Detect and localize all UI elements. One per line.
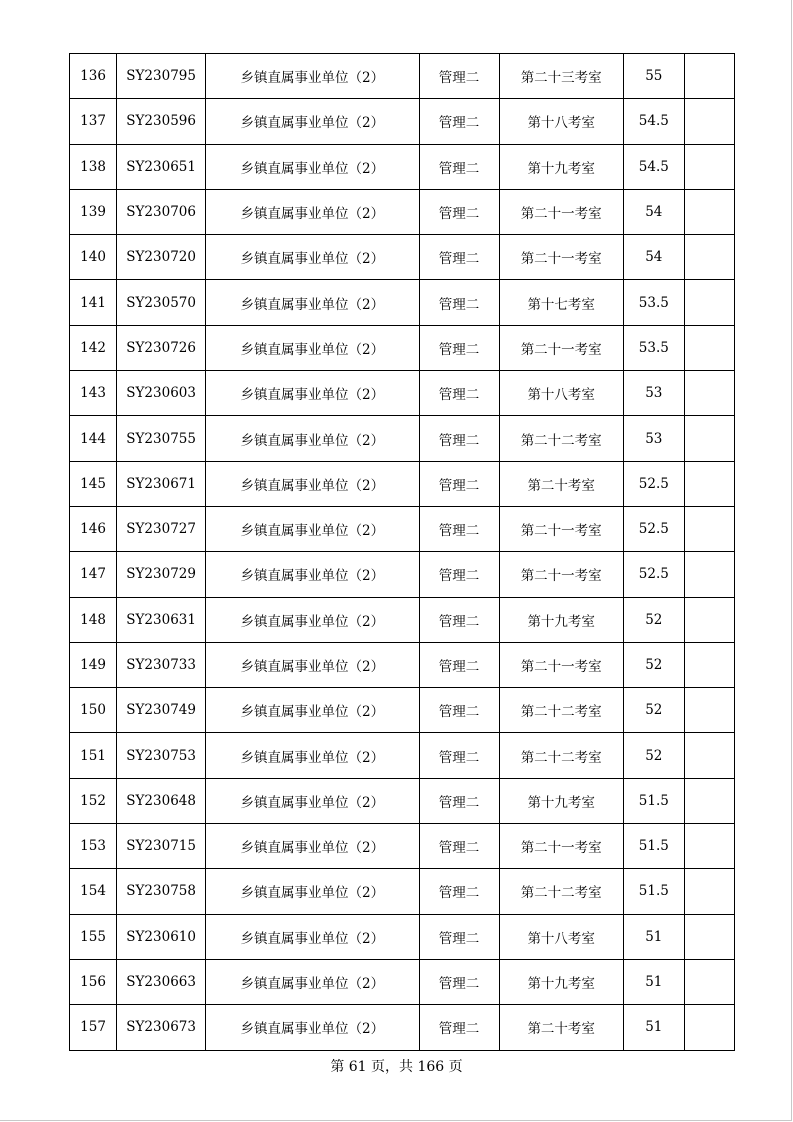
position-cell: 管理二 — [419, 235, 499, 280]
page-footer: 第 61 页，共 166 页 — [330, 1059, 463, 1075]
candidate-id-cell: SY230726 — [117, 325, 206, 370]
candidate-id-cell: SY230755 — [117, 416, 206, 461]
candidate-id-cell: SY230706 — [117, 189, 206, 234]
score-cell: 53 — [623, 371, 684, 416]
row-number-cell: 146 — [70, 506, 117, 551]
position-cell: 管理二 — [419, 597, 499, 642]
remark-cell — [684, 506, 734, 551]
table-row — [70, 189, 735, 234]
table-row — [70, 54, 735, 99]
unit-cell: 乡镇直属事业单位（2） — [206, 506, 419, 551]
exam-room-cell: 第二十一考室 — [499, 552, 623, 597]
table-row — [70, 506, 735, 551]
unit-cell: 乡镇直属事业单位（2） — [206, 778, 419, 823]
exam-room-cell: 第二十考室 — [499, 1005, 623, 1050]
remark-cell — [684, 189, 734, 234]
exam-room-cell: 第二十三考室 — [499, 54, 623, 99]
remark-cell — [684, 778, 734, 823]
score-cell: 52 — [623, 733, 684, 778]
table-row — [70, 688, 735, 733]
remark-cell — [684, 552, 734, 597]
exam-room-cell: 第二十一考室 — [499, 506, 623, 551]
row-number-cell: 149 — [70, 642, 117, 687]
score-cell: 51 — [623, 914, 684, 959]
position-cell: 管理二 — [419, 144, 499, 189]
candidate-id-cell: SY230729 — [117, 552, 206, 597]
position-cell: 管理二 — [419, 869, 499, 914]
candidate-id-cell: SY230663 — [117, 959, 206, 1004]
unit-cell: 乡镇直属事业单位（2） — [206, 688, 419, 733]
row-number-cell: 140 — [70, 235, 117, 280]
remark-cell — [684, 959, 734, 1004]
remark-cell — [684, 824, 734, 869]
candidate-id-cell: SY230758 — [117, 869, 206, 914]
table-row — [70, 959, 735, 1004]
table-row — [70, 778, 735, 823]
unit-cell: 乡镇直属事业单位（2） — [206, 416, 419, 461]
remark-cell — [684, 325, 734, 370]
score-cell: 53 — [623, 416, 684, 461]
row-number-cell: 154 — [70, 869, 117, 914]
score-cell: 54 — [623, 189, 684, 234]
position-cell: 管理二 — [419, 914, 499, 959]
candidate-id-cell: SY230673 — [117, 1005, 206, 1050]
position-cell: 管理二 — [419, 778, 499, 823]
unit-cell: 乡镇直属事业单位（2） — [206, 959, 419, 1004]
unit-cell: 乡镇直属事业单位（2） — [206, 914, 419, 959]
score-cell: 52.5 — [623, 461, 684, 506]
remark-cell — [684, 371, 734, 416]
table-row — [70, 416, 735, 461]
row-number-cell: 141 — [70, 280, 117, 325]
remark-cell — [684, 642, 734, 687]
score-cell: 54 — [623, 235, 684, 280]
unit-cell: 乡镇直属事业单位（2） — [206, 461, 419, 506]
position-cell: 管理二 — [419, 506, 499, 551]
score-cell: 53.5 — [623, 280, 684, 325]
candidate-id-cell: SY230715 — [117, 824, 206, 869]
row-number-cell: 144 — [70, 416, 117, 461]
exam-room-cell: 第二十一考室 — [499, 824, 623, 869]
exam-room-cell: 第十九考室 — [499, 144, 623, 189]
results-table — [69, 53, 735, 1051]
remark-cell — [684, 914, 734, 959]
unit-cell: 乡镇直属事业单位（2） — [206, 325, 419, 370]
row-number-cell: 148 — [70, 597, 117, 642]
table-row — [70, 144, 735, 189]
position-cell: 管理二 — [419, 99, 499, 144]
position-cell: 管理二 — [419, 416, 499, 461]
score-cell: 52 — [623, 597, 684, 642]
position-cell: 管理二 — [419, 54, 499, 99]
table-row — [70, 325, 735, 370]
row-number-cell: 139 — [70, 189, 117, 234]
row-number-cell: 145 — [70, 461, 117, 506]
exam-room-cell: 第二十考室 — [499, 461, 623, 506]
position-cell: 管理二 — [419, 733, 499, 778]
exam-room-cell: 第十九考室 — [499, 959, 623, 1004]
unit-cell: 乡镇直属事业单位（2） — [206, 99, 419, 144]
row-number-cell: 153 — [70, 824, 117, 869]
position-cell: 管理二 — [419, 325, 499, 370]
position-cell: 管理二 — [419, 642, 499, 687]
score-cell: 51.5 — [623, 869, 684, 914]
exam-room-cell: 第十九考室 — [499, 778, 623, 823]
remark-cell — [684, 597, 734, 642]
remark-cell — [684, 733, 734, 778]
score-cell: 51 — [623, 959, 684, 1004]
score-cell: 54.5 — [623, 144, 684, 189]
exam-room-cell: 第二十二考室 — [499, 869, 623, 914]
exam-room-cell: 第二十二考室 — [499, 416, 623, 461]
score-cell: 52 — [623, 688, 684, 733]
position-cell: 管理二 — [419, 280, 499, 325]
row-number-cell: 147 — [70, 552, 117, 597]
table-row — [70, 869, 735, 914]
remark-cell — [684, 280, 734, 325]
row-number-cell: 150 — [70, 688, 117, 733]
table-row — [70, 99, 735, 144]
remark-cell — [684, 144, 734, 189]
exam-room-cell: 第二十二考室 — [499, 688, 623, 733]
score-cell: 51.5 — [623, 824, 684, 869]
exam-room-cell: 第二十二考室 — [499, 733, 623, 778]
score-cell: 51.5 — [623, 778, 684, 823]
remark-cell — [684, 461, 734, 506]
exam-room-cell: 第十七考室 — [499, 280, 623, 325]
exam-room-cell: 第二十一考室 — [499, 189, 623, 234]
candidate-id-cell: SY230749 — [117, 688, 206, 733]
exam-room-cell: 第二十一考室 — [499, 235, 623, 280]
remark-cell — [684, 869, 734, 914]
row-number-cell: 136 — [70, 54, 117, 99]
candidate-id-cell: SY230648 — [117, 778, 206, 823]
candidate-id-cell: SY230753 — [117, 733, 206, 778]
unit-cell: 乡镇直属事业单位（2） — [206, 733, 419, 778]
table-row — [70, 642, 735, 687]
row-number-cell: 138 — [70, 144, 117, 189]
unit-cell: 乡镇直属事业单位（2） — [206, 642, 419, 687]
position-cell: 管理二 — [419, 1005, 499, 1050]
candidate-id-cell: SY230596 — [117, 99, 206, 144]
remark-cell — [684, 416, 734, 461]
score-cell: 51 — [623, 1005, 684, 1050]
score-cell: 52.5 — [623, 552, 684, 597]
position-cell: 管理二 — [419, 688, 499, 733]
row-number-cell: 157 — [70, 1005, 117, 1050]
row-number-cell: 155 — [70, 914, 117, 959]
exam-room-cell: 第十九考室 — [499, 597, 623, 642]
unit-cell: 乡镇直属事业单位（2） — [206, 1005, 419, 1050]
unit-cell: 乡镇直属事业单位（2） — [206, 144, 419, 189]
unit-cell: 乡镇直属事业单位（2） — [206, 597, 419, 642]
table-row — [70, 371, 735, 416]
unit-cell: 乡镇直属事业单位（2） — [206, 280, 419, 325]
table-row — [70, 1005, 735, 1050]
score-cell: 52.5 — [623, 506, 684, 551]
candidate-id-cell: SY230610 — [117, 914, 206, 959]
position-cell: 管理二 — [419, 552, 499, 597]
candidate-id-cell: SY230603 — [117, 371, 206, 416]
unit-cell: 乡镇直属事业单位（2） — [206, 552, 419, 597]
unit-cell: 乡镇直属事业单位（2） — [206, 54, 419, 99]
position-cell: 管理二 — [419, 189, 499, 234]
exam-room-cell: 第十八考室 — [499, 371, 623, 416]
unit-cell: 乡镇直属事业单位（2） — [206, 824, 419, 869]
candidate-id-cell: SY230733 — [117, 642, 206, 687]
row-number-cell: 156 — [70, 959, 117, 1004]
row-number-cell: 142 — [70, 325, 117, 370]
candidate-id-cell: SY230651 — [117, 144, 206, 189]
exam-room-cell: 第二十一考室 — [499, 325, 623, 370]
position-cell: 管理二 — [419, 371, 499, 416]
table-row — [70, 914, 735, 959]
candidate-id-cell: SY230671 — [117, 461, 206, 506]
unit-cell: 乡镇直属事业单位（2） — [206, 869, 419, 914]
row-number-cell: 152 — [70, 778, 117, 823]
candidate-id-cell: SY230720 — [117, 235, 206, 280]
table-row — [70, 280, 735, 325]
unit-cell: 乡镇直属事业单位（2） — [206, 189, 419, 234]
remark-cell — [684, 688, 734, 733]
exam-room-cell: 第十八考室 — [499, 914, 623, 959]
score-cell: 55 — [623, 54, 684, 99]
remark-cell — [684, 54, 734, 99]
remark-cell — [684, 99, 734, 144]
unit-cell: 乡镇直属事业单位（2） — [206, 371, 419, 416]
position-cell: 管理二 — [419, 959, 499, 1004]
row-number-cell: 137 — [70, 99, 117, 144]
score-cell: 54.5 — [623, 99, 684, 144]
score-cell: 52 — [623, 642, 684, 687]
candidate-id-cell: SY230570 — [117, 280, 206, 325]
candidate-id-cell: SY230795 — [117, 54, 206, 99]
candidate-id-cell: SY230727 — [117, 506, 206, 551]
row-number-cell: 143 — [70, 371, 117, 416]
table-row — [70, 461, 735, 506]
remark-cell — [684, 235, 734, 280]
exam-room-cell: 第十八考室 — [499, 99, 623, 144]
table-row — [70, 597, 735, 642]
unit-cell: 乡镇直属事业单位（2） — [206, 235, 419, 280]
remark-cell — [684, 1005, 734, 1050]
position-cell: 管理二 — [419, 461, 499, 506]
table-row — [70, 733, 735, 778]
table-row — [70, 235, 735, 280]
table-row — [70, 824, 735, 869]
table-body — [70, 54, 735, 1051]
position-cell: 管理二 — [419, 824, 499, 869]
score-cell: 53.5 — [623, 325, 684, 370]
row-number-cell: 151 — [70, 733, 117, 778]
table-row — [70, 552, 735, 597]
candidate-id-cell: SY230631 — [117, 597, 206, 642]
exam-room-cell: 第二十一考室 — [499, 642, 623, 687]
